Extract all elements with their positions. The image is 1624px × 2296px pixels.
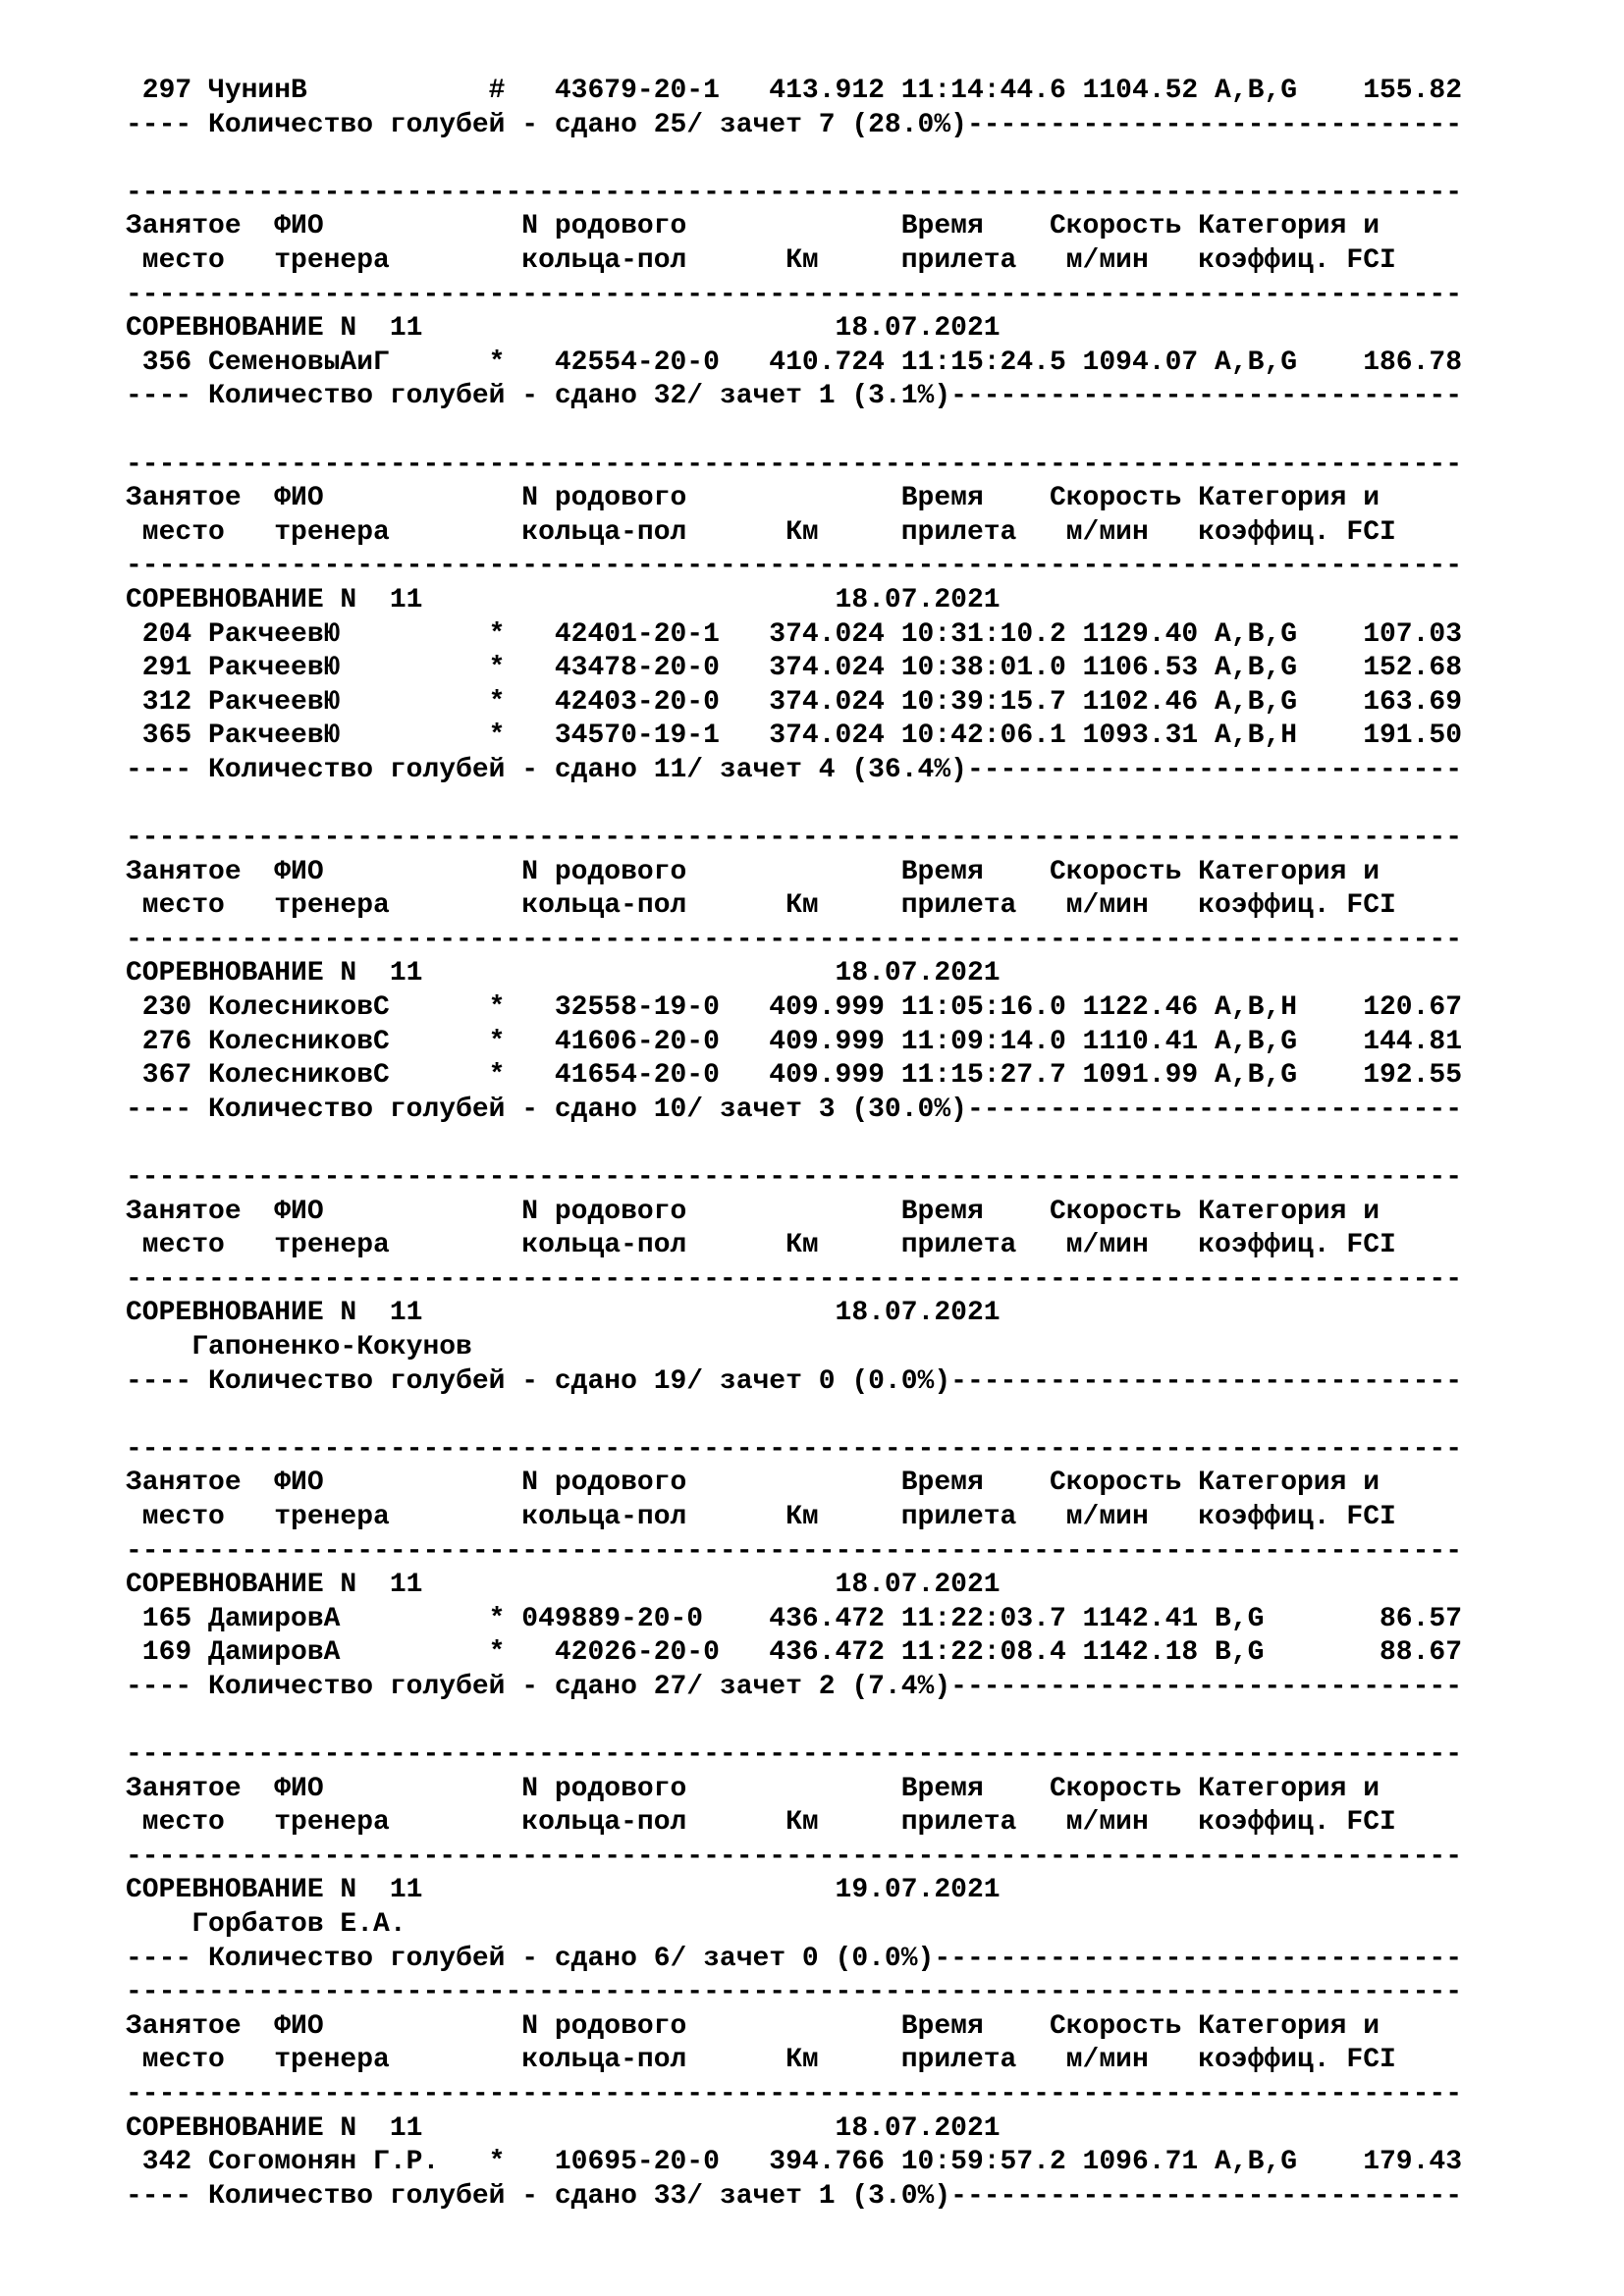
separator-line: --------------------------------------------------------------------------------- [126,1535,1463,1567]
separator-line: --------------------------------------------------------------------------------- [126,1263,1463,1295]
separator-line: --------------------------------------------------------------------------------- [126,449,1463,480]
result-row: 367 КолесниковС * 41654-20-0 409.999 11:15:27.7 1091.99 A,B,G 192.55 [126,1060,1463,1092]
column-header-row-1: Занятое ФИО N родового Время Скорость Категория и [126,2010,1380,2042]
pigeon-count-summary: ---- Количество голубей - сдано 25/ зачет 7 (28.0%)------------------------------ [126,109,1463,140]
separator-line: --------------------------------------------------------------------------------- [126,823,1463,854]
competition-header: СОРЕВНОВАНИЕ N 11 18.07.2021 [126,958,1001,989]
separator-line: --------------------------------------------------------------------------------- [126,551,1463,582]
pigeon-count-summary: ---- Количество голубей - сдано 27/ зачет 2 (7.4%)------------------------------- [126,1671,1463,1702]
competition-header: СОРЕВНОВАНИЕ N 11 18.07.2021 [126,584,1001,615]
separator-line: --------------------------------------------------------------------------------- [126,279,1463,310]
trainer-name: Горбатов Е.А. [126,1909,406,1941]
column-header-row-1: Занятое ФИО N родового Время Скорость Категория и [126,1468,1380,1499]
result-row: 165 ДамировА * 049889-20-0 436.472 11:22:03.7 1142.41 B,G 86.57 [126,1603,1463,1634]
separator-line: --------------------------------------------------------------------------------- [126,1162,1463,1193]
result-row: 230 КолесниковС * 32558-19-0 409.999 11:05:16.0 1122.46 A,B,H 120.67 [126,992,1463,1024]
separator-line: --------------------------------------------------------------------------------- [126,1841,1463,1872]
blank-line [126,1127,1618,1161]
result-row: 297 ЧунинВ # 43679-20-1 413.912 11:14:44.6 1104.52 A,B,G 155.82 [126,76,1463,106]
blank-line [126,414,1618,449]
pigeon-count-summary: ---- Количество голубей - сдано 32/ зачет 1 (3.1%)------------------------------- [126,381,1463,412]
column-header-row-1: Занятое ФИО N родового Время Скорость Категория и [126,856,1380,887]
result-row: 276 КолесниковС * 41606-20-0 409.999 11:09:14.0 1110.41 A,B,G 144.81 [126,1026,1463,1057]
result-row: 312 РакчеевЮ * 42403-20-0 374.024 10:39:15.7 1102.46 A,B,G 163.69 [126,686,1463,718]
pigeon-count-summary: ---- Количество голубей - сдано 19/ зачет 0 (0.0%)------------------------------- [126,1365,1463,1397]
column-header-row-1: Занятое ФИО N родового Время Скорость Категория и [126,1773,1380,1804]
column-header-row-2: место тренера кольца-пол Км прилета м/мин коэффиц. FCI [126,1501,1396,1532]
pigeon-count-summary: ---- Количество голубей - сдано 6/ зачет 0 (0.0%)-------------------------------- [126,1943,1463,1974]
column-header-row-2: место тренера кольца-пол Км прилета м/мин коэффиц. FCI [126,890,1396,922]
separator-line: --------------------------------------------------------------------------------- [126,1977,1463,2008]
column-header-row-1: Занятое ФИО N родового Время Скорость Категория и [126,483,1380,514]
competition-header: СОРЕВНОВАНИЕ N 11 19.07.2021 [126,1875,1001,1906]
blank-line [126,1705,1618,1739]
separator-line: --------------------------------------------------------------------------------- [126,2079,1463,2110]
blank-line [126,142,1618,177]
result-row: 169 ДамировА * 42026-20-0 436.472 11:22:08.4 1142.18 B,G 88.67 [126,1637,1463,1669]
separator-line: --------------------------------------------------------------------------------- [126,177,1463,208]
competition-header: СОРЕВНОВАНИЕ N 11 18.07.2021 [126,1570,1001,1601]
blank-line [126,1399,1618,1433]
separator-line: --------------------------------------------------------------------------------- [126,1739,1463,1771]
separator-line: --------------------------------------------------------------------------------- [126,1433,1463,1465]
blank-line [126,787,1618,822]
pigeon-count-summary: ---- Количество голубей - сдано 11/ зачет 4 (36.4%)------------------------------ [126,754,1463,785]
column-header-row-2: место тренера кольца-пол Км прилета м/мин коэффиц. FCI [126,1230,1396,1261]
result-row: 365 РакчеевЮ * 34570-19-1 374.024 10:42:06.1 1093.31 A,B,H 191.50 [126,721,1463,752]
pigeon-count-summary: ---- Количество голубей - сдано 10/ зачет 3 (30.0%)------------------------------ [126,1094,1463,1125]
column-header-row-2: место тренера кольца-пол Км прилета м/мин коэффиц. FCI [126,2045,1396,2076]
result-row: 342 Согомонян Г.Р. * 10695-20-0 394.766 10:59:57.2 1096.71 A,B,G 179.43 [126,2147,1463,2178]
column-header-row-2: место тренера кольца-пол Км прилета м/мин коэффиц. FCI [126,244,1396,276]
competition-header: СОРЕВНОВАНИЕ N 11 18.07.2021 [126,313,1001,345]
column-header-row-2: место тренера кольца-пол Км прилета м/мин коэффиц. FCI [126,1807,1396,1839]
separator-line: --------------------------------------------------------------------------------- [126,924,1463,955]
result-row: 356 СеменовыАиГ * 42554-20-0 410.724 11:15:24.5 1094.07 A,B,G 186.78 [126,347,1463,378]
pigeon-count-summary: ---- Количество голубей - сдано 33/ зачет 1 (3.0%)------------------------------- [126,2180,1463,2212]
column-header-row-1: Занятое ФИО N родового Время Скорость Категория и [126,211,1380,242]
result-row: 291 РакчеевЮ * 43478-20-0 374.024 10:38:01.0 1106.53 A,B,G 152.68 [126,653,1463,684]
trainer-name: Гапоненко-Кокунов [126,1331,472,1362]
column-header-row-2: место тренера кольца-пол Км прилета м/мин коэффиц. FCI [126,516,1396,548]
column-header-row-1: Занятое ФИО N родового Время Скорость Категория и [126,1196,1380,1227]
competition-header: СОРЕВНОВАНИЕ N 11 18.07.2021 [126,1298,1001,1329]
results-report [126,75,1618,2214]
competition-header: СОРЕВНОВАНИЕ N 11 18.07.2021 [126,2112,1001,2144]
result-row: 204 РакчеевЮ * 42401-20-1 374.024 10:31:10.2 1129.40 A,B,G 107.03 [126,618,1463,650]
